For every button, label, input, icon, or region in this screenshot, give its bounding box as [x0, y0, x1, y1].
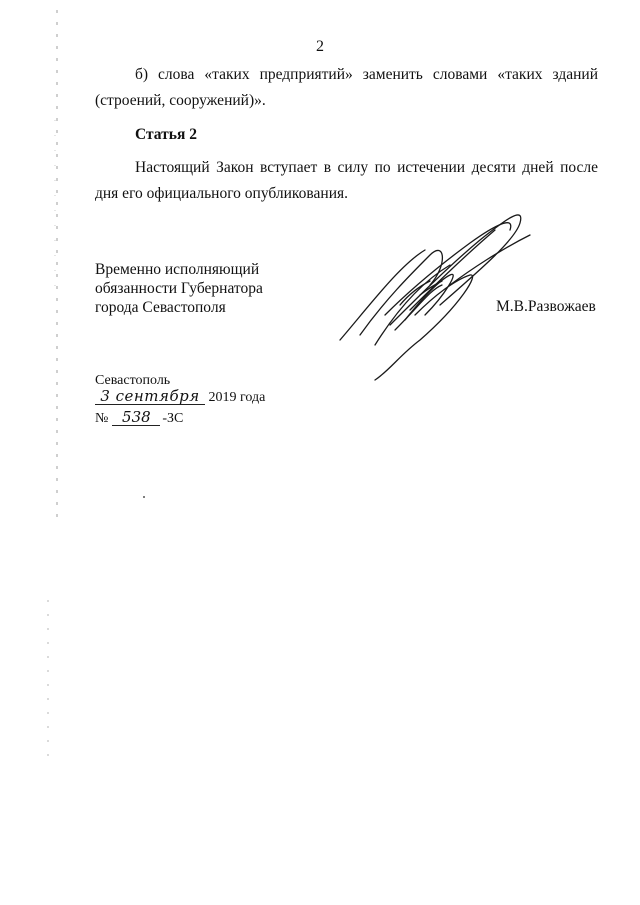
signatory-title-line-1: Временно исполняющий [95, 261, 260, 278]
handwritten-number: 538 [112, 409, 160, 426]
handwritten-date: 3 сентября [95, 388, 205, 405]
number-sign: № [95, 411, 109, 426]
scan-edge-marks [0, 0, 60, 905]
signatory-title [95, 260, 263, 317]
amendment-paragraph: б) слова «таких предприятий» заменить словами «таких зданий (строений, сооружений)». [95, 66, 598, 109]
issuance-date [95, 388, 265, 406]
page-number: 2 [316, 38, 324, 55]
signer-name: М.В.Развожаев [496, 298, 596, 315]
number-suffix: -ЗС [162, 411, 184, 426]
signatory-title-line-2: обязанности Губернатора [95, 280, 263, 297]
law-number [95, 409, 183, 427]
issuance-place: Севастополь [95, 373, 171, 388]
issuance-year: 2019 года [205, 390, 266, 405]
effective-date-paragraph: Настоящий Закон вступает в силу по истечении десяти дней после дня его официального опубликования. [95, 159, 598, 202]
article-heading: Статья 2 [135, 126, 197, 143]
signatory-title-line-3: города Севастополя [95, 299, 226, 316]
handwritten-signature [330, 195, 560, 385]
scan-speck [143, 496, 145, 498]
